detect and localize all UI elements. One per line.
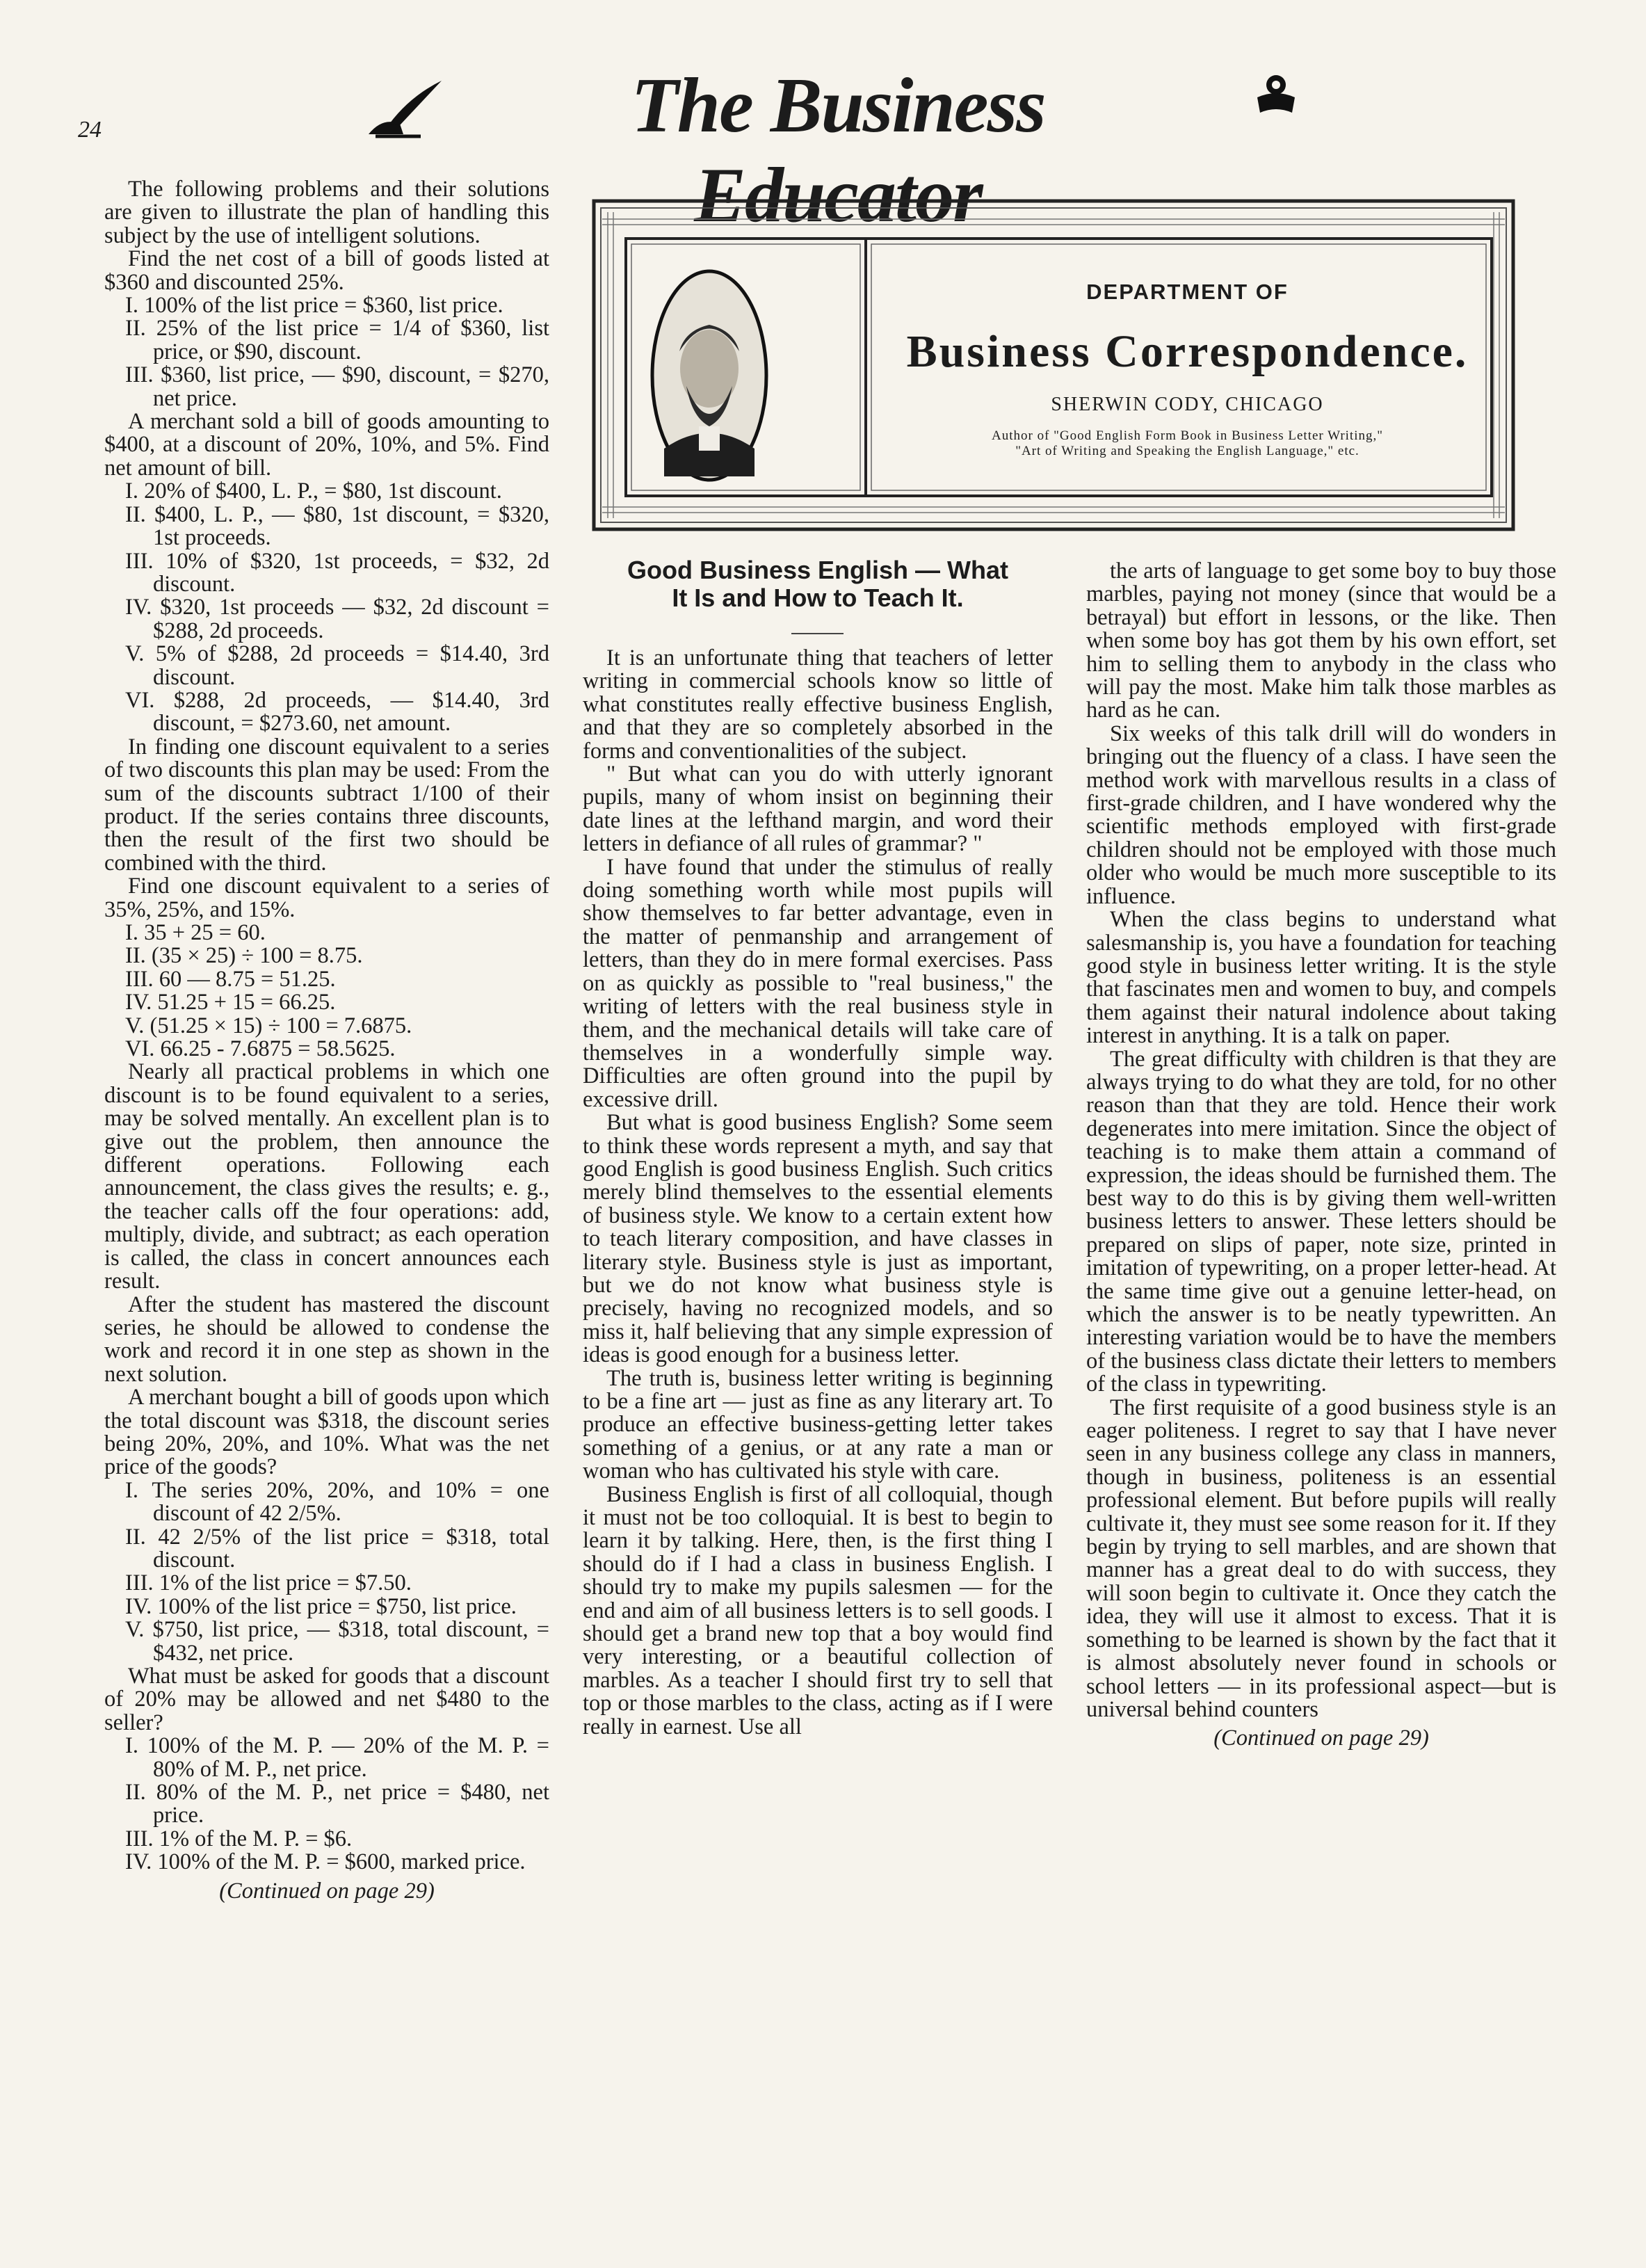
department-heading: DEPARTMENT OF <box>1086 280 1289 304</box>
solution-step: III. 60 — 8.75 = 51.25. <box>125 966 336 992</box>
solution-step: IV. 51.25 + 15 = 66.25. <box>125 990 336 1015</box>
title-divider <box>791 633 844 634</box>
paragraph: Find one discount equivalent to a series of 35%, 25%, and 15%. <box>104 874 549 922</box>
author-works-line-2: "Art of Writing and Speaking the English Language," etc. <box>1015 444 1359 458</box>
paragraph: But what is good business English? Some seem to think these words represent a myth, and say that good English is good business English. Such critics merely blind themselves to the essential elements of business style. We know to a certain extent how to teach literary composition, and have classes in literary style. Business style is just as important, but we do not know what business style is precisely, having no recognized models, and so miss it, half believing that any simple expression of ideas is good enough for a business letter. <box>583 1110 1053 1368</box>
paragraph: In finding one discount equivalent to a series of two discounts this plan may be used: From the sum of the discounts subtract 1/100 of their product. If the series contains three discounts, then the result of the first two should be combined with the third. <box>104 734 550 876</box>
paragraph: Find the net cost of a bill of goods listed at $360 and discounted 25%. <box>104 246 549 295</box>
paragraph: The truth is, business letter writing is beginning to be a fine art — just as fine as any literary art. To produce an effective business-getting letter takes something of a genius, or at any rate a man or woman who has cultivated his style with care. <box>583 1365 1053 1484</box>
solution-step: I. 100% of the M. P. — 20% of the M. P. = 80% of M. P., net price. <box>125 1733 549 1782</box>
paragraph: Nearly all practical problems in which one discount is to be found equivalent to a series, may be solved mentally. An excellent plan is to give out the problem, then announce the different operations. Following each announcement, the class gives the results; e. g., the teacher calls off the four operations: add, multiply, divide, and subtract; as each operation is called, the class in concert announces each result. <box>104 1059 549 1294</box>
column-middle <box>583 647 1053 1739</box>
department-title: Business Correspondence. <box>906 326 1469 377</box>
column-left <box>104 178 549 1903</box>
solution-step: I. The series 20%, 20%, and 10% = one discount of 42 2/5%. <box>125 1477 549 1527</box>
page-number: 24 <box>78 117 102 143</box>
paragraph: The following problems and their solutions are given to illustrate the plan of handling this subject by the use of intelligent solutions. <box>104 177 549 248</box>
solution-step: II. 25% of the list price = 1/4 of $360, list price, or $90, discount. <box>125 316 549 364</box>
paragraph: I have found that under the stimulus of really doing something worth while most pupils will show themselves to far better advantage, even in the matter of penmanship and arrangement of letters, than they do in mere formal exercises. Pass on as quickly as possible to "real business," the writing of letters with the real business style in them, and the mechanical details will take care of themselves in a wonderfully simple way. Difficulties are often ground into the pupil by excessive drill. <box>583 854 1053 1112</box>
paragraph: A merchant bought a bill of goods upon which the total discount was $318, the discount series being 20%, 20%, and 10%. What was the net price of the goods? <box>104 1385 549 1480</box>
paragraph: What must be asked for goods that a discount of 20% may be allowed and net $480 to the seller? <box>104 1664 549 1735</box>
quill-inkwell-icon <box>362 75 445 141</box>
solution-step: III. 10% of $320, 1st proceeds, = $32, 2d discount. <box>125 548 549 597</box>
solution-step: I. 100% of the list price = $360, list price. <box>125 293 503 319</box>
solution-step: I. 20% of $400, L. P., = $80, 1st discount. <box>125 478 502 504</box>
paragraph: The first requisite of a good business style is an eager politeness. I regret to say that I have never seen in any business college any class in manners, though in business, politeness is an essential professional element. But before pupils will really cultivate it, they must see some reason for it. If they begin by trying to sell marbles, and are shown that manner has a great deal to do with success, they will soon begin to cultivate it. Once they catch the idea, they will use it almost to excess. That it is something to be learned is shown by the fact that it is almost absolutely never found in schools or school letters — in its professional aspect—but is universal behind counters <box>1086 1394 1556 1722</box>
solution-step: V. 5% of $288, 2d proceeds = $14.40, 3rd discount. <box>125 641 549 690</box>
department-header <box>866 243 1509 494</box>
solution-step: III. $360, list price, — $90, discount, = $270, net price. <box>125 362 549 411</box>
solution-step: VI. 66.25 - 7.6875 = 58.5625. <box>125 1036 396 1062</box>
crest-ornament-icon <box>1252 70 1300 118</box>
paragraph: When the class begins to understand what salesmanship is, you have a foundation for teaching good style in business letter writing. It is the style that fascinates men and women to buy, and compels them against their natural indolence about taking interest in anything. It is a talk on paper. <box>1086 907 1556 1049</box>
article-title <box>583 556 1053 612</box>
publication-title: The Business Educator <box>631 63 1045 239</box>
solution-step: V. (51.25 × 15) ÷ 100 = 7.6875. <box>125 1013 412 1038</box>
column-right <box>1086 560 1556 1751</box>
paragraph: the arts of language to get some boy to buy those marbles, paying not money (since that would be a betrayal) but effort in lessons, or the like. Then when some boy has got them by his own effort, set him to selling them to anybody in the class who will pay the most. Make him talk those marbles as hard as he can. <box>1086 558 1556 723</box>
article-title-line-1: Good Business English — What <box>627 556 1009 584</box>
continued-note: (Continued on page 29) <box>219 1878 435 1904</box>
solution-step: III. 1% of the list price = $7.50. <box>125 1570 412 1596</box>
solution-step: II. 42 2/5% of the list price = $318, total discount. <box>125 1524 549 1573</box>
author-works-line-1: Author of "Good English Form Book in Business Letter Writing," <box>992 428 1383 443</box>
continued-note: (Continued on page 29) <box>1213 1726 1429 1751</box>
article-title-line-2: It Is and How to Teach It. <box>672 584 964 612</box>
solution-step: V. $750, list price, — $318, total discount, = $432, net price. <box>125 1617 549 1666</box>
paragraph: " But what can you do with utterly ignorant pupils, many of whom insist on beginning their date lines at the lefthand margin, and word their letters in defiance of all rules of grammar? " <box>583 762 1053 857</box>
paragraph: The great difficulty with children is that they are always trying to do what they are told, for no other reason than that they are told. Hence their work degenerates into mere imitation. Since the object of teaching is to make them attain a command of expression, the ideas should be furnished them. The best way to do this is by giving them well-written business letters to answer. These letters should be prepared on slips of paper, note size, printed in imitation of typewriting, on a proper letter-head. At the same time give out a genuine letter-head, on which the answer is to be neatly typewritten. An interesting variation would be to have the members of the business class dictate their letters to members of the class in typewriting. <box>1086 1046 1556 1397</box>
solution-step: I. 35 + 25 = 60. <box>125 920 266 945</box>
solution-step: II. 80% of the M. P., net price = $480, net price. <box>125 1780 549 1828</box>
solution-step: IV. $320, 1st proceeds — $32, 2d discount = $288, 2d proceeds. <box>125 595 549 643</box>
paragraph: A merchant sold a bill of goods amounting to $400, at a discount of 20%, 10%, and 5%. Find net amount of bill. <box>104 409 549 481</box>
solution-step: IV. 100% of the list price = $750, list price. <box>125 1593 517 1619</box>
solution-step: III. 1% of the M. P. = $6. <box>125 1826 353 1851</box>
department-author: SHERWIN CODY, CHICAGO <box>1051 394 1324 415</box>
solution-step: VI. $288, 2d proceeds, — $14.40, 3rd discount, = $273.60, net amount. <box>125 687 549 737</box>
author-portrait <box>650 268 768 483</box>
solution-step: II. (35 × 25) ÷ 100 = 8.75. <box>125 943 363 969</box>
solution-step: II. $400, L. P., — $80, 1st discount, = $320, 1st proceeds. <box>125 501 549 551</box>
paragraph: After the student has mastered the discount series, he should be allowed to condense the work and record it in one step as shown in the next solution. <box>104 1292 549 1387</box>
paragraph: Six weeks of this talk drill will do wonders in bringing out the fluency of a class. I have seen the method work with marvellous results in a class of first-grade children, and I have wondered why the scientific methods employed with first-grade children should not be employed with those much older who would be much more susceptible to its influence. <box>1086 721 1556 909</box>
paragraph: Business English is first of all colloquial, though it must not be too colloquial. It is best to begin to learn it by talking. Here, then, is the first thing I should do if I had a class in business English. I should try to make my pupils salesmen — for the end and aim of all business letters is to sell goods. I should get a brand new top that a boy would find very interesting, or a beautiful collection of marbles. As a teacher I should first try to sell that top or those marbles to the class, acting as if I were really in earnest. Use all <box>583 1481 1053 1739</box>
paragraph: It is an unfortunate thing that teachers of letter writing in commercial schools know so little of what constitutes really effective business English, and that they are so completely absorbed in the forms and conventionalities of the subject. <box>583 645 1053 764</box>
solution-step: IV. 100% of the M. P. = $600, marked price. <box>125 1849 526 1875</box>
